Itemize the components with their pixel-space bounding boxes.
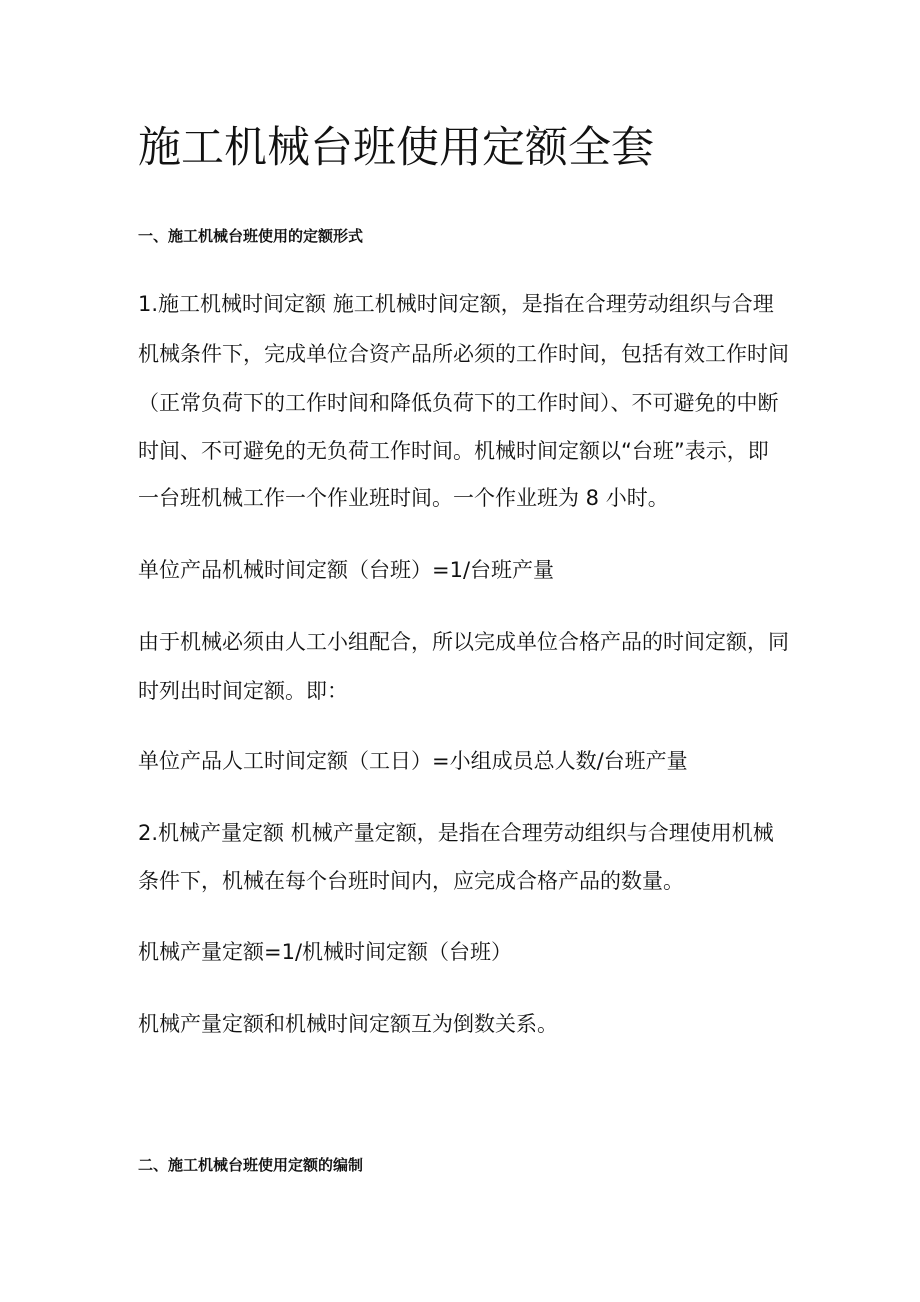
- paragraph-6-line-1: 机械产量定额=1/机械时间定额（台班）: [138, 940, 513, 964]
- paragraph-2-line-1: 单位产品机械时间定额（台班）=1/台班产量: [138, 558, 555, 582]
- paragraph-1-line-4: 时间、不可避免的无负荷工作时间。机械时间定额以“台班”表示，即: [138, 439, 769, 463]
- paragraph-1-line-2: 机械条件下，完成单位合资产品所必须的工作时间，包括有效工作时间: [138, 342, 789, 366]
- paragraph-1-line-3: （正常负荷下的工作时间和降低负荷下的工作时间）、不可避免的中断: [138, 391, 779, 415]
- paragraph-4-line-1: 单位产品人工时间定额（工日）=小组成员总人数/台班产量: [138, 749, 688, 773]
- paragraph-1-line-5: 一台班机械工作一个作业班时间。一个作业班为 8 小时。: [138, 486, 669, 510]
- section-heading-2: 二、施工机械台班使用定额的编制: [138, 1156, 364, 1174]
- paragraph-1-line-1: 1.施工机械时间定额 施工机械时间定额，是指在合理劳动组织与合理: [138, 292, 774, 316]
- section-heading-1: 一、施工机械台班使用的定额形式: [138, 227, 364, 245]
- paragraph-3-line-1: 由于机械必须由人工小组配合，所以完成单位合格产品的时间定额，同: [138, 630, 789, 654]
- paragraph-3-line-2: 时列出时间定额。即：: [138, 679, 348, 703]
- paragraph-5-line-2: 条件下，机械在每个台班时间内，应完成合格产品的数量。: [138, 869, 684, 893]
- document-title: 施工机械台班使用定额全套: [138, 123, 654, 173]
- paragraph-5-line-1: 2.机械产量定额 机械产量定额，是指在合理劳动组织与合理使用机械: [138, 821, 774, 845]
- paragraph-7-line-1: 机械产量定额和机械时间定额互为倒数关系。: [138, 1012, 558, 1036]
